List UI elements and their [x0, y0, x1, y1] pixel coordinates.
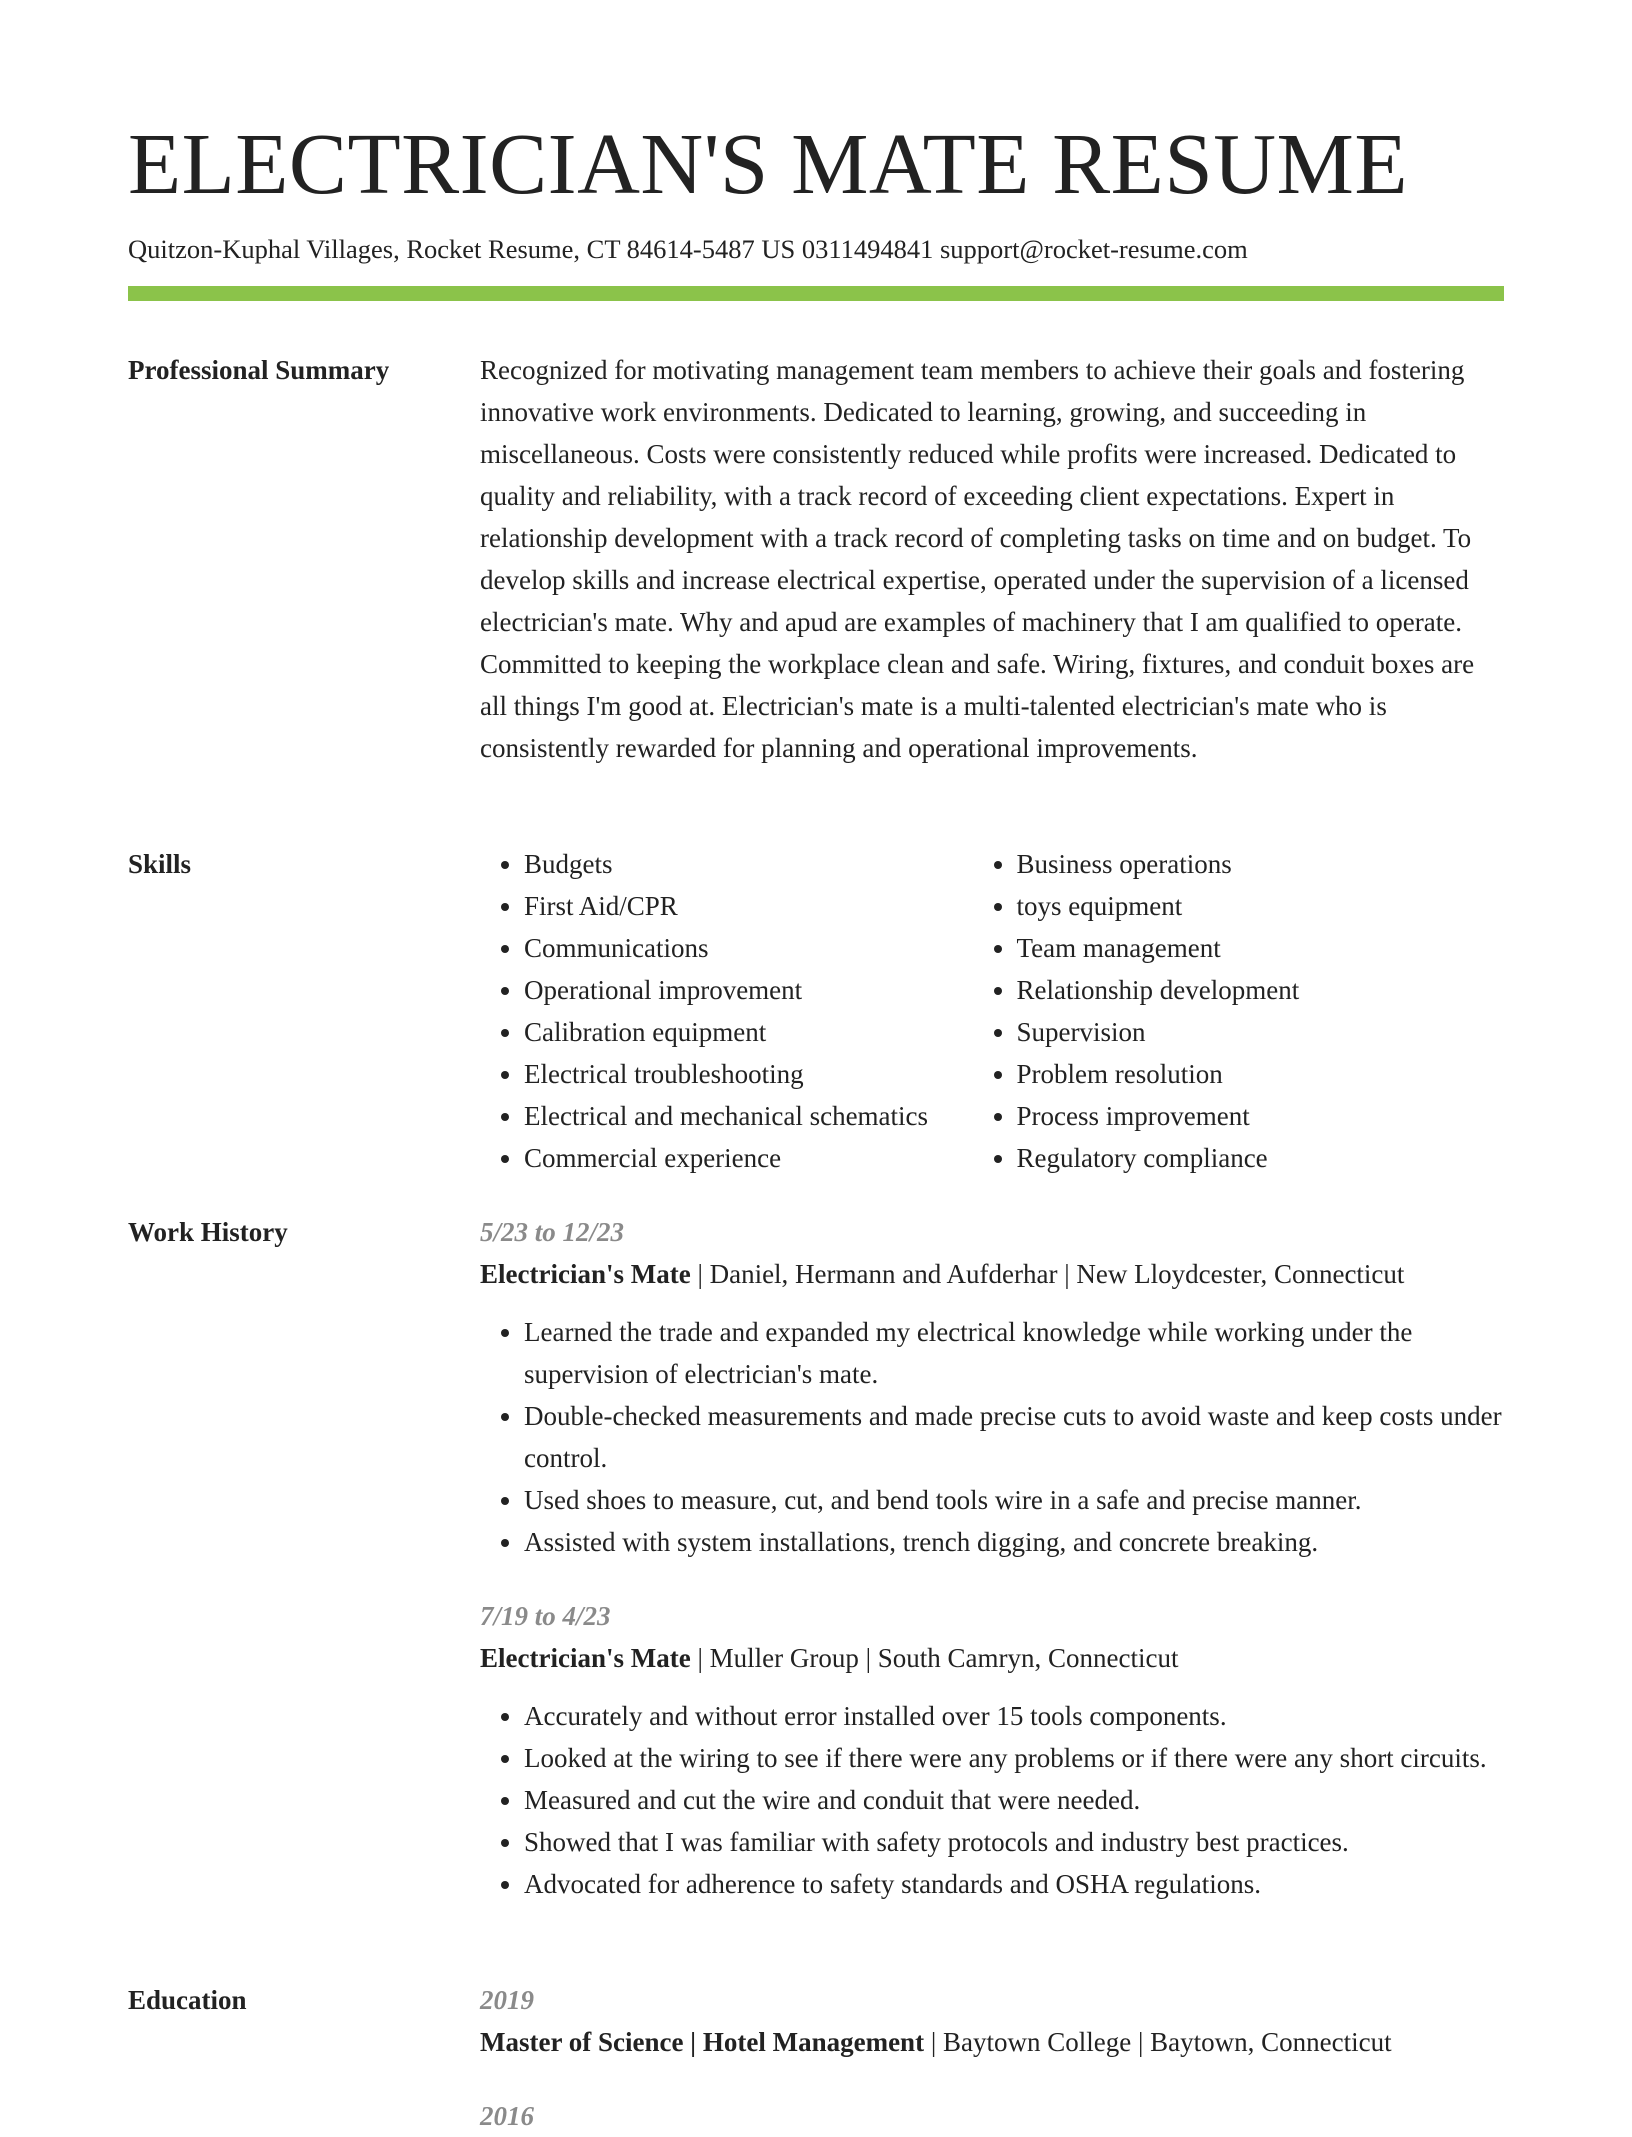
job-heading: [480, 1637, 1504, 1679]
resume-title: ELECTRICIAN'S MATE RESUME: [128, 115, 1409, 212]
skill-item: • Business operations: [1017, 843, 1505, 885]
job-bullet: • Accurately and without error installed over 15 tools components.: [524, 1695, 1504, 1737]
job-heading: [480, 1253, 1504, 1295]
job-bullet: • Measured and cut the wire and conduit that were needed.: [524, 1779, 1504, 1821]
skill-item: • Supervision: [1017, 1011, 1505, 1053]
section-label-work-history: Work History: [128, 1217, 288, 1247]
education-details: | Baytown College | Baytown, Connecticut: [924, 2027, 1392, 2057]
summary-text: Recognized for motivating management team members to achieve their goals and fostering innovative work environments. Dedicated to learning, growing, and succeeding in miscellaneous. Costs were consistently reduced while profits were increased. Dedicated to quality and reliability, with a track record of exceeding client expectations. Expert in relationship development with a track record of completing tasks on time and on budget. To develop skills and increase electrical expertise, operated under the supervision of a licensed electrician's mate. Why and apud are examples of machinery that I am qualified to operate. Committed to keeping the workplace clean and safe. Wiring, fixtures, and conduit boxes are all things I'm good at. Electrician's mate is a multi-talented electrician's mate who is consistently rewarded for planning and operational improvements.: [480, 355, 1475, 763]
job-bullet: • Looked at the wiring to see if there were any problems or if there were any short circuits.: [524, 1737, 1504, 1779]
skill-item: • Problem resolution: [1017, 1053, 1505, 1095]
job-bullet: • Used shoes to measure, cut, and bend tools wire in a safe and precise manner.: [524, 1479, 1504, 1521]
job-title: Electrician's Mate: [480, 1643, 691, 1673]
education-year: 2016: [480, 2101, 534, 2131]
job-dates: 5/23 to 12/23: [480, 1217, 625, 1247]
job-entry: [480, 1211, 1504, 1563]
job-bullet: • Assisted with system installations, trench digging, and concrete breaking.: [524, 1521, 1504, 1563]
education-heading: [480, 2021, 1504, 2063]
skill-item: • Regulatory compliance: [1017, 1137, 1505, 1179]
education-degree: Master of Science | Hotel Management: [480, 2027, 925, 2057]
job-bullet: • Learned the trade and expanded my electrical knowledge while working under the supervision of electrician's mate.: [524, 1311, 1504, 1395]
education-entry: [480, 1979, 1504, 2063]
section-label-skills: Skills: [128, 849, 192, 879]
skills-section: [128, 843, 1504, 1179]
skill-item: • Budgets: [524, 843, 973, 885]
skills-list-left: [480, 843, 973, 1179]
skill-item: • Relationship development: [1017, 969, 1505, 1011]
work-history-content: [480, 1211, 1504, 1905]
job-details: | Muller Group | South Camryn, Connecticut: [690, 1643, 1179, 1673]
work-history-section: [128, 1211, 1504, 1905]
skill-item: • Team management: [1017, 927, 1505, 969]
skills-content: [480, 843, 1504, 1179]
skill-item: • First Aid/CPR: [524, 885, 973, 927]
skill-item: • Electrical and mechanical schematics: [524, 1095, 973, 1137]
education-year: 2019: [480, 1985, 534, 2015]
skills-list-right: [973, 843, 1505, 1179]
contact-info: Quitzon-Kuphal Villages, Rocket Resume, CT 84614-5487 US 0311494841 support@rocket-resume.com: [128, 234, 1248, 264]
skill-item: • Process improvement: [1017, 1095, 1505, 1137]
job-bullet: • Showed that I was familiar with safety protocols and industry best practices.: [524, 1821, 1504, 1863]
section-label-summary: Professional Summary: [128, 355, 390, 385]
skill-item: • Calibration equipment: [524, 1011, 973, 1053]
summary-content: [480, 349, 1504, 769]
job-bullet: • Advocated for adherence to safety standards and OSHA regulations.: [524, 1863, 1504, 1905]
skill-item: • Electrical troubleshooting: [524, 1053, 973, 1095]
section-label-education: Education: [128, 1985, 247, 2015]
skill-item: • toys equipment: [1017, 885, 1505, 927]
education-entry: [480, 2095, 1504, 2137]
job-entry: [480, 1595, 1504, 1905]
job-details: | Daniel, Hermann and Aufderhar | New Lloydcester, Connecticut: [690, 1259, 1405, 1289]
skill-item: • Communications: [524, 927, 973, 969]
job-title: Electrician's Mate: [480, 1259, 691, 1289]
education-section: [128, 1979, 1504, 2137]
job-bullet-list: [480, 1695, 1504, 1905]
header-divider: [128, 286, 1504, 301]
summary-section: [128, 349, 1504, 769]
job-bullet: • Double-checked measurements and made precise cuts to avoid waste and keep costs under control.: [524, 1395, 1504, 1479]
job-bullet-list: [480, 1311, 1504, 1563]
job-dates: 7/19 to 4/23: [480, 1601, 611, 1631]
skill-item: • Commercial experience: [524, 1137, 973, 1179]
skill-item: • Operational improvement: [524, 969, 973, 1011]
education-content: [480, 1979, 1504, 2137]
